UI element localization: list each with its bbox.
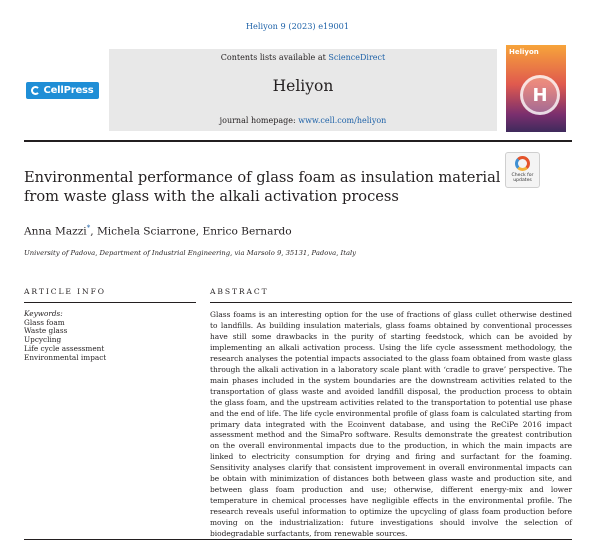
cover-letter: H: [532, 84, 548, 106]
keyword: Glass foam: [24, 317, 65, 327]
keyword: Waste glass: [24, 326, 68, 336]
cover-title: Heliyon: [509, 48, 539, 56]
updates-label: [506, 173, 539, 184]
corresponding-author-mark[interactable]: *: [86, 224, 91, 232]
homepage-line: [109, 116, 497, 125]
homepage-link[interactable]: www.cell.com/heliyon: [298, 116, 387, 125]
cover-logo-icon: [520, 75, 560, 115]
footer-divider: [24, 539, 572, 540]
article-info-divider: [24, 302, 196, 303]
article-title: Environmental performance of glass foam as insulation material from waste glass with the alkali activation process: [24, 169, 501, 205]
homepage-prefix: journal homepage:: [219, 116, 299, 125]
sciencedirect-link[interactable]: ScienceDirect: [328, 53, 386, 62]
updates-icon: [515, 156, 530, 171]
abstract-text: Glass foams is an interesting option for the use of fractions of glass cullet otherwise destined to landfills. As building insulation materials, glass foams obtained by conventional processes have still some drawbacks in the purity of starting feedstock, which can be avoided by implementing an alkali activation process. Using the life cycle assessment methodology, the research analyses the potential impacts associated to the glass foam obtained from waste glass through the alkali activation in a laboratory scale plant with ‘cradle to grave’ perspective. The main phases included in the system boundaries are the downstream activities related to the transportation of glass waste and avoided landfill disposal, the production process to obtain the glass foam, and the upstream activities related to the transportation to potential use phase and the end of life. The life cycle environmental profile of glass foam is calculated starting from primary data integrated with the Ecoinvent database, and using the ReCiPe 2016 impact assessment method and the SimaPro software. Results demonstrate the greatest contribution on the overall environmental impacts due to the production, in which the main impacts are linked to electricity consumption for drying and firing and surfactant for the foaming. Sensitivity analyses clarify that consistent improvement in overall environmental impacts can be obtain with minimization of distances both between glass waste and production site, and between glass foam production and use; otherwise, different energy-mix and lower temperature in chemical processes have negligible effects in the environmental profile. The research reveals useful information to optimize the upcycling of glass foam production before moving on the industrialization: future investigations should involve the selection of biodegradable surfactants, from renewable sources.: [210, 310, 572, 539]
check-for-updates-button[interactable]: [505, 152, 540, 188]
keyword: Life cycle assessment: [24, 343, 105, 353]
updates-label-line1: Check for: [511, 173, 534, 178]
journal-cover-image[interactable]: [506, 45, 566, 132]
keyword: Upcycling: [24, 335, 62, 345]
author-name[interactable]: Anna Mazzi: [24, 225, 87, 238]
cellpress-mark-icon: [31, 86, 40, 95]
updates-label-line2: updates: [513, 178, 532, 184]
abstract-heading: ABSTRACT: [210, 287, 269, 296]
journal-name: Heliyon: [272, 77, 334, 95]
keywords-block: [24, 310, 106, 362]
publisher-logo-text: CellPress: [43, 85, 94, 96]
journal-citation[interactable]: Heliyon 9 (2023) e19001: [245, 21, 350, 31]
abstract-divider: [210, 302, 572, 303]
co-author-names[interactable]: , Michela Sciarrone, Enrico Bernardo: [90, 225, 292, 238]
header-divider: [24, 140, 572, 142]
keyword: Environmental impact: [24, 352, 107, 362]
article-info-heading: ARTICLE INFO: [24, 287, 106, 296]
author-list: [24, 224, 292, 238]
contents-line: [109, 53, 497, 62]
publisher-logo[interactable]: [24, 52, 101, 129]
keywords-label: Keywords:: [24, 309, 63, 318]
affiliation: University of Padova, Department of Industrial Engineering, via Marsolo 9, 35131, Padova, Italy: [24, 249, 357, 257]
contents-prefix: Contents lists available at: [220, 53, 329, 62]
